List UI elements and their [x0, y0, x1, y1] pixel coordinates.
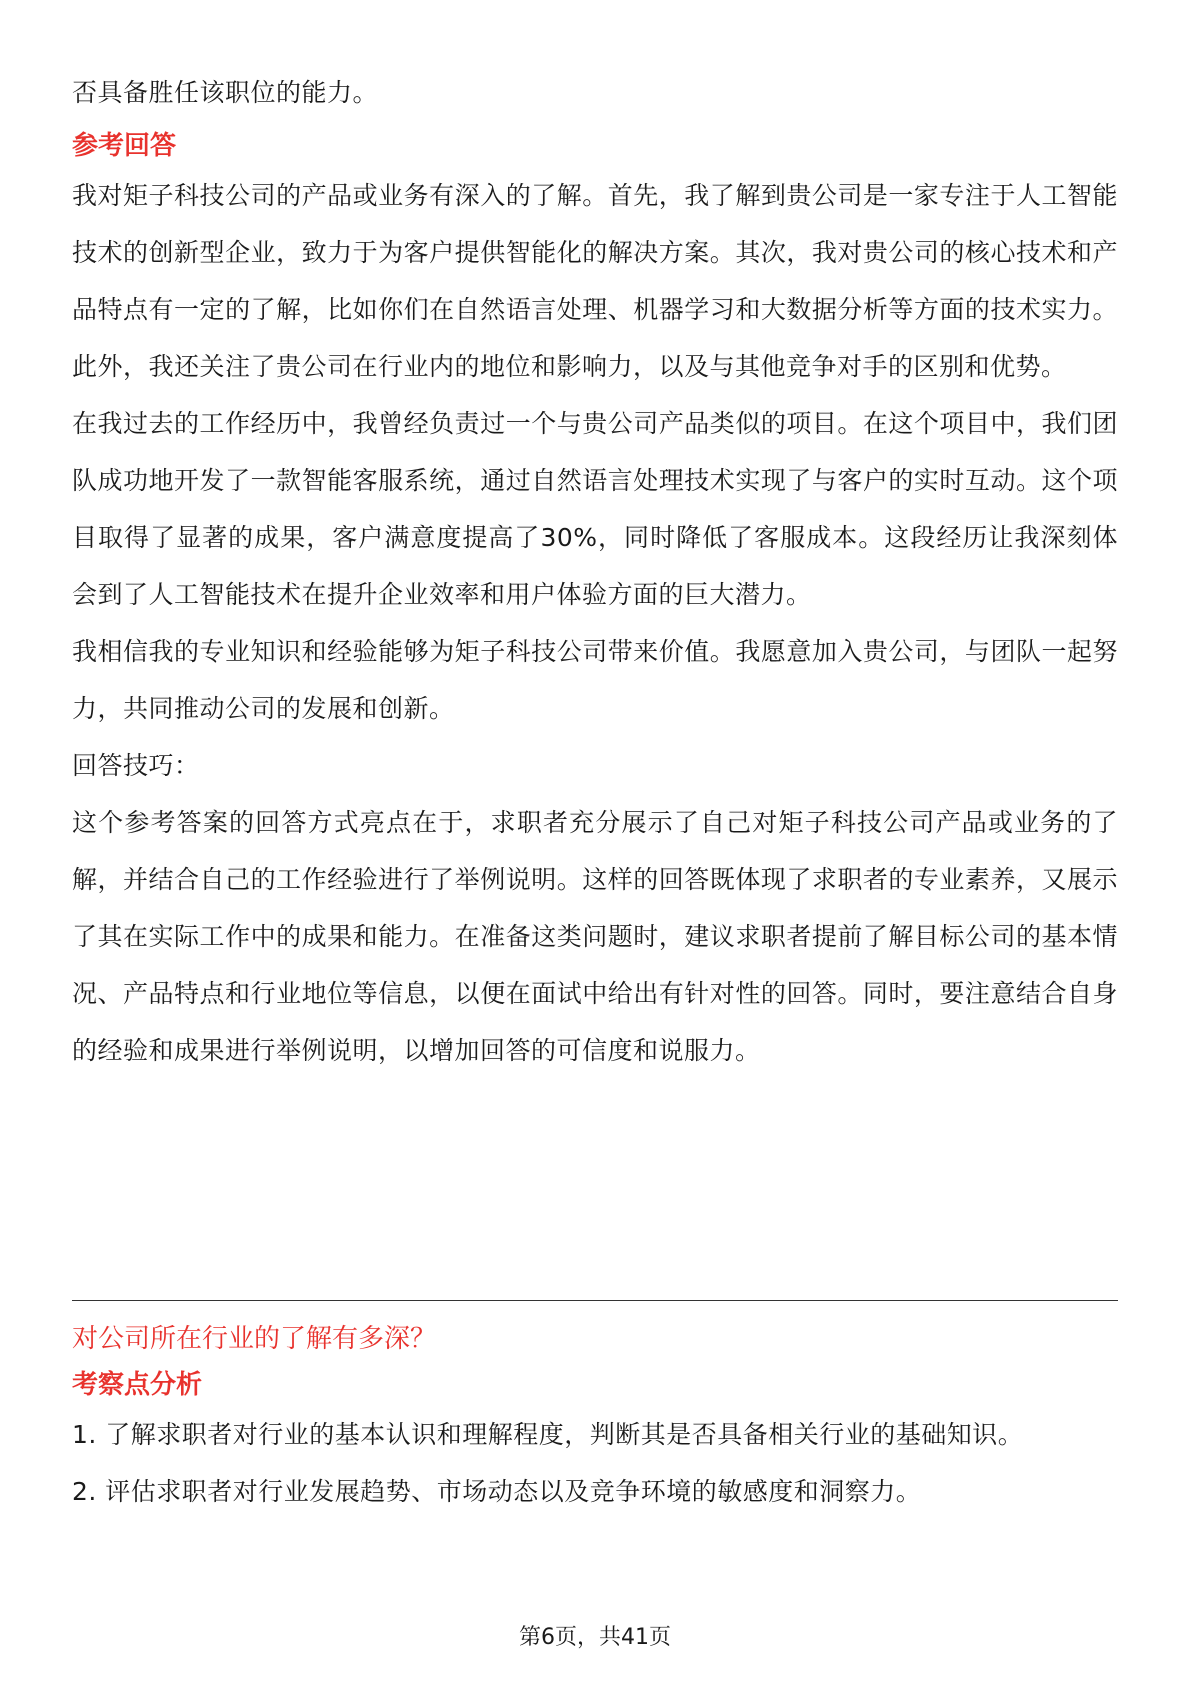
reference-answer-paragraph-3: 我相信我的专业知识和经验能够为矩子科技公司带来价值。我愿意加入贵公司，与团队一起努力，共同推动公司的发展和创新。 [72, 637, 1118, 723]
reference-answer-paragraph-1: 我对矩子科技公司的产品或业务有深入的了解。首先，我了解到贵公司是一家专注于人工智能技术的创新型企业，致力于为客户提供智能化的解决方案。其次，我对贵公司的核心技术和产品特点有一定的了解，比如你们在自然语言处理、机器学习和大数据分析等方面的技术实力。此外，我还关注了贵公司在行业内的地位和影响力，以及与其他竞争对手的区别和优势。 [72, 181, 1118, 381]
main-content [72, 64, 1118, 1079]
section-divider [72, 1300, 1118, 1301]
intro-continued-text: 否具备胜任该职位的能力。 [72, 78, 379, 107]
analysis-point-2: 2. 评估求职者对行业发展趋势、市场动态以及竞争环境的敏感度和洞察力。 [72, 1477, 922, 1506]
tips-paragraph: 这个参考答案的回答方式亮点在于，求职者充分展示了自己对矩子科技公司产品或业务的了解，并结合自己的工作经验进行了举例说明。这样的回答既体现了求职者的专业素养，又展示了其在实际工作中的成果和能力。在准备这类问题时，建议求职者提前了解目标公司的基本情况、产品特点和行业地位等信息，以便在面试中给出有针对性的回答。同时，要注意结合自身的经验和成果进行举例说明，以增加回答的可信度和说服力。 [72, 808, 1118, 1065]
reference-answer-paragraph-2: 在我过去的工作经历中，我曾经负责过一个与贵公司产品类似的项目。在这个项目中，我们团队成功地开发了一款智能客服系统，通过自然语言处理技术实现了与客户的实时互动。这个项目取得了显著的成果，客户满意度提高了30%，同时降低了客服成本。这段经历让我深刻体会到了人工智能技术在提升企业效率和用户体验方面的巨大潜力。 [72, 409, 1118, 609]
next-question-section [72, 1318, 1118, 1520]
page-number-footer: 第6页，共41页 [519, 1625, 671, 1650]
analysis-heading: 考察点分析 [72, 1370, 203, 1400]
reference-answer-heading: 参考回答 [72, 131, 177, 161]
analysis-point-1: 1. 了解求职者对行业的基本认识和理解程度，判断其是否具备相关行业的基础知识。 [72, 1420, 1024, 1449]
next-question-title: 对公司所在行业的了解有多深？ [72, 1324, 437, 1354]
tips-heading: 回答技巧： [72, 751, 200, 780]
